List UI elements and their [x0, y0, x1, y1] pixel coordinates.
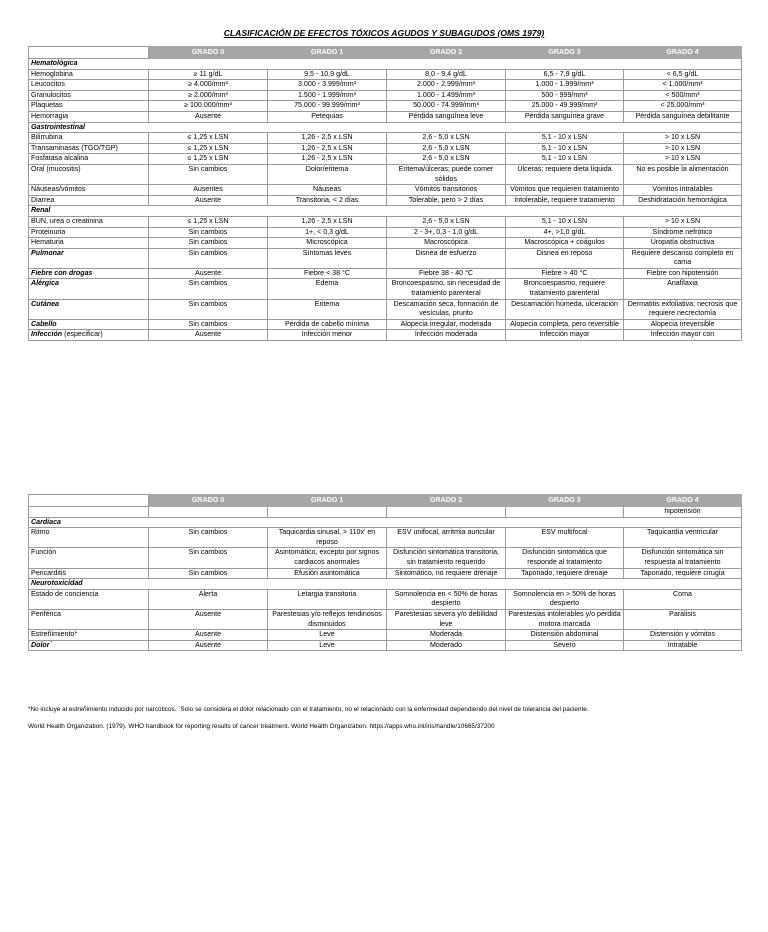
row-label: Oral (mucositis) [29, 164, 149, 184]
grade-2-cell: ESV unifocal, arritmia auricular [387, 528, 506, 548]
grade-4-cell: > 10 x LSN [624, 216, 742, 227]
grade-0-cell: Ausente [149, 268, 268, 279]
grade-3-cell: ESV multifocal [506, 528, 624, 548]
section-row [29, 59, 742, 70]
table-row [29, 143, 742, 154]
grade-3-cell: Broncoespasmo, requiere tratamiento parenteral [506, 279, 624, 299]
grade-4-cell: Intratable [624, 640, 742, 651]
header-grade-4: GRADO 4 [624, 495, 742, 507]
grade-1-cell: Efusión asintomática [268, 568, 387, 579]
grade-0-cell: Sin cambios [149, 568, 268, 579]
row-label: Plaquetas [29, 101, 149, 112]
grade-2-cell: Disfunción sintomática transitoria, sin tratamiento requerido [387, 548, 506, 568]
grade-3-cell: Alopecia completa, pero reversible [506, 319, 624, 330]
grade-2-cell: Descamación seca, formación de vesículas, prurito [387, 299, 506, 319]
grade-3-cell: Taponado, requiere drenaje [506, 568, 624, 579]
table-row [29, 507, 742, 518]
grade-1-cell: Leve [268, 630, 387, 641]
table-row [29, 248, 742, 268]
grade-2-cell [387, 507, 506, 518]
row-label: BUN, urea o creatinina [29, 216, 149, 227]
grade-0-cell: Ausente [149, 609, 268, 629]
grade-0-cell: ≥ 2.000/mm³ [149, 90, 268, 101]
grade-3-cell: Severo [506, 640, 624, 651]
grade-4-cell: > 10 x LSN [624, 143, 742, 154]
header-grade-2: GRADO 2 [387, 47, 506, 59]
header-grade-3: GRADO 3 [506, 495, 624, 507]
row-label [29, 299, 149, 319]
grade-1-cell: 3.000 - 3.999/mm³ [268, 80, 387, 91]
grade-3-cell: 500 - 999/mm³ [506, 90, 624, 101]
grade-2-cell: 2,6 - 5,0 x LSN [387, 216, 506, 227]
grade-4-cell: Síndrome nefrótico [624, 227, 742, 238]
grade-4-cell: Uropatía obstructiva [624, 238, 742, 249]
row-label: Diarrea [29, 195, 149, 206]
row-label: Estreñimiento* [29, 630, 149, 641]
grade-3-cell: Úlceras; requiere dieta líquida [506, 164, 624, 184]
grade-2-cell: Infección moderada [387, 330, 506, 341]
toxicity-table-1 [28, 46, 742, 341]
grade-4-cell: Requiere descanso completo en cama [624, 248, 742, 268]
row-label: Pericarditis [29, 568, 149, 579]
table-row [29, 268, 742, 279]
grade-2-cell: Moderada [387, 630, 506, 641]
table-row [29, 69, 742, 80]
table-row [29, 548, 742, 568]
grade-1-cell: 1,26 - 2,5 x LSN [268, 154, 387, 165]
header-grade-3: GRADO 3 [506, 47, 624, 59]
grade-3-cell: 5,1 - 10 x LSN [506, 154, 624, 165]
row-label: Bilirrubina [29, 133, 149, 144]
row-label-text: Cutánea [31, 299, 59, 308]
grade-1-cell: 1,26 - 2,5 x LSN [268, 216, 387, 227]
row-label-text: Fiebre con drogas [31, 268, 93, 277]
grade-2-cell: Alopecia irregular, moderada [387, 319, 506, 330]
grade-0-cell: ≥ 11 g/dL [149, 69, 268, 80]
grade-0-cell: ≤ 1,25 x LSN [149, 154, 268, 165]
grade-3-cell: Fiebre > 40 °C [506, 268, 624, 279]
grade-1-cell: Letargia transitoria [268, 589, 387, 609]
grade-0-cell: Ausente [149, 330, 268, 341]
section-heading: Renal [29, 206, 742, 217]
header-grade-4: GRADO 4 [624, 47, 742, 59]
grade-0-cell: Sin cambios [149, 299, 268, 319]
footnote: *No incluye al estreñimiento inducido por narcóticos. `Solo se considera el dolor relacionado con el tratamiento, no el relacionado con la enfermedad dependiendo del nivel de tolerancia del paciente. [28, 706, 589, 713]
row-label: Náuseas/vómitos [29, 185, 149, 196]
header-grade-0: GRADO 0 [149, 47, 268, 59]
grade-1-cell: Dolor/eritema [268, 164, 387, 184]
grade-header-row [29, 47, 742, 59]
table-row [29, 630, 742, 641]
row-label [29, 268, 149, 279]
row-label [29, 330, 149, 341]
grade-2-cell: 2,6 - 5,0 x LSN [387, 133, 506, 144]
grade-1-cell: Leve [268, 640, 387, 651]
grade-3-cell: Disfunción sintomática que responde al tratamiento [506, 548, 624, 568]
grade-2-cell: Tolerable, pero > 2 días [387, 195, 506, 206]
grade-1-cell [268, 507, 387, 518]
grade-0-cell: ≤ 1,25 x LSN [149, 216, 268, 227]
grade-4-cell: No es posible la alimentación [624, 164, 742, 184]
grade-1-cell: 1,26 - 2,5 x LSN [268, 133, 387, 144]
table-row [29, 111, 742, 122]
grade-4-cell: hipotensión [624, 507, 742, 518]
grade-header-row [29, 495, 742, 507]
grade-1-cell: 1.500 - 1.999/mm³ [268, 90, 387, 101]
grade-0-cell: Sin cambios [149, 248, 268, 268]
header-blank [29, 47, 149, 59]
grade-2-cell: Vómitos transitorios [387, 185, 506, 196]
table-row [29, 279, 742, 299]
grade-0-cell: Alerta [149, 589, 268, 609]
table-row [29, 227, 742, 238]
grade-2-cell: Pérdida sanguínea leve [387, 111, 506, 122]
toxicity-table-2 [28, 494, 742, 651]
table-row [29, 568, 742, 579]
row-label: Estado de conciencia [29, 589, 149, 609]
grade-1-cell: 1,26 - 2,5 x LSN [268, 143, 387, 154]
row-label: Hematuria [29, 238, 149, 249]
row-label [29, 640, 149, 651]
grade-1-cell: Eritema [268, 299, 387, 319]
grade-0-cell [149, 507, 268, 518]
row-label: Periférica [29, 609, 149, 629]
grade-0-cell: Ausente [149, 630, 268, 641]
grade-0-cell: ≥ 100.000/mm³ [149, 101, 268, 112]
grade-1-cell: Transitoria, < 2 días [268, 195, 387, 206]
table-row [29, 195, 742, 206]
grade-1-cell: Pérdida de cabello mínima [268, 319, 387, 330]
grade-3-cell: 5,1 - 10 x LSN [506, 133, 624, 144]
row-label: Fosfatasa alcalina [29, 154, 149, 165]
header-grade-2: GRADO 2 [387, 495, 506, 507]
row-label: Función [29, 548, 149, 568]
grade-0-cell: Sin cambios [149, 279, 268, 299]
grade-3-cell: 5,1 - 10 x LSN [506, 216, 624, 227]
grade-0-cell: ≤ 1,25 x LSN [149, 133, 268, 144]
grade-4-cell: Dermatitis exfoliativa; necrosis que requiere necrectomía [624, 299, 742, 319]
grade-4-cell: Infección mayor con [624, 330, 742, 341]
header-blank [29, 495, 149, 507]
grade-4-cell: Taquicardia ventricular [624, 528, 742, 548]
grade-4-cell: < 6,5 g/dL [624, 69, 742, 80]
grade-0-cell: Ausente [149, 640, 268, 651]
grade-3-cell: Vómitos que requieren tratamiento [506, 185, 624, 196]
table-row [29, 319, 742, 330]
row-label: Hemoglobina [29, 69, 149, 80]
grade-2-cell: 2 - 3+, 0,3 - 1,0 g/dL [387, 227, 506, 238]
grade-0-cell: Sin cambios [149, 548, 268, 568]
grade-3-cell: 1.000 - 1.999/mm³ [506, 80, 624, 91]
grade-1-cell: Microscópica [268, 238, 387, 249]
grade-2-cell: Disnea de esfuerzo [387, 248, 506, 268]
grade-2-cell: Moderado [387, 640, 506, 651]
grade-1-cell: Síntomas leves [268, 248, 387, 268]
grade-2-cell: Broncoespasmo, sin necesidad de tratamiento parenteral [387, 279, 506, 299]
grade-4-cell: Pérdida sanguínea debilitante [624, 111, 742, 122]
grade-4-cell: < 1.000/mm³ [624, 80, 742, 91]
row-label: Granulocitos [29, 90, 149, 101]
grade-2-cell: Somnolencia en < 50% de horas despierto [387, 589, 506, 609]
grade-2-cell: 50.000 - 74.999/mm³ [387, 101, 506, 112]
table-row [29, 299, 742, 319]
grade-4-cell: > 10 x LSN [624, 154, 742, 165]
grade-4-cell: Disfunción sintomática sin respuesta al tratamiento [624, 548, 742, 568]
grade-4-cell: Alopecia irreversible [624, 319, 742, 330]
document-title: CLASIFICACIÓN DE EFECTOS TÓXICOS AGUDOS Y SUBAGUDOS (OMS 1979) [223, 28, 545, 38]
table-row [29, 330, 742, 341]
table-row [29, 609, 742, 629]
table-row [29, 133, 742, 144]
table-row [29, 640, 742, 651]
grade-1-cell: Asintomático, excepto por signos cardiacos anormales [268, 548, 387, 568]
row-label-text: Pulmonar [31, 248, 64, 257]
grade-4-cell: Distensión y vómitos [624, 630, 742, 641]
grade-1-cell: Edema [268, 279, 387, 299]
grade-1-cell: Taquicardia sinusal, > 110x' en reposo [268, 528, 387, 548]
row-label-suffix: (especificar) [62, 330, 103, 339]
grade-2-cell: 1.000 - 1.499/mm³ [387, 90, 506, 101]
grade-4-cell: < 25.000/mm³ [624, 101, 742, 112]
row-label: Leucocitos [29, 80, 149, 91]
grade-0-cell: Ausente [149, 195, 268, 206]
grade-4-cell: > 10 x LSN [624, 133, 742, 144]
grade-1-cell: 9,5 - 10,9 g/dL [268, 69, 387, 80]
row-label: Hemorragia [29, 111, 149, 122]
grade-3-cell: Infección mayor [506, 330, 624, 341]
grade-3-cell: 25.000 - 49.999/mm³ [506, 101, 624, 112]
grade-4-cell: Anafilaxia [624, 279, 742, 299]
table-row [29, 80, 742, 91]
row-label-text: Dolor` [31, 640, 52, 649]
grade-2-cell: Fiebre 38 - 40 °C [387, 268, 506, 279]
table-row [29, 185, 742, 196]
grade-0-cell: Sin cambios [149, 238, 268, 249]
table-row [29, 216, 742, 227]
grade-1-cell: Parestesias y/o reflejos tendinosos disminuidos [268, 609, 387, 629]
grade-1-cell: Infección menor [268, 330, 387, 341]
grade-0-cell: Sin cambios [149, 227, 268, 238]
row-label [29, 248, 149, 268]
grade-3-cell: Parestesias intolerables y/o pérdida motora marcada [506, 609, 624, 629]
grade-1-cell: Náuseas [268, 185, 387, 196]
table-row [29, 528, 742, 548]
section-heading: Gastrointestinal [29, 122, 742, 133]
section-row [29, 579, 742, 590]
section-row [29, 517, 742, 528]
grade-4-cell: < 500/mm³ [624, 90, 742, 101]
table-row [29, 238, 742, 249]
grade-2-cell: Parestesias severa y/o debilidad leve [387, 609, 506, 629]
grade-3-cell: Distensión abdominal [506, 630, 624, 641]
row-label-text: Alérgica [31, 279, 59, 288]
header-grade-0: GRADO 0 [149, 495, 268, 507]
grade-3-cell [506, 507, 624, 518]
grade-1-cell: Petequias [268, 111, 387, 122]
row-label: Proteinuria [29, 227, 149, 238]
grade-0-cell: Sin cambios [149, 528, 268, 548]
table-row [29, 101, 742, 112]
table-row [29, 154, 742, 165]
grade-0-cell: Ausentes [149, 185, 268, 196]
row-label-text: Cabello [31, 319, 57, 328]
grade-2-cell: Sintomático, no requiere drenaje [387, 568, 506, 579]
header-grade-1: GRADO 1 [268, 495, 387, 507]
section-row [29, 122, 742, 133]
grade-0-cell: ≤ 1,25 x LSN [149, 143, 268, 154]
grade-4-cell: Deshidratación hemorrágica [624, 195, 742, 206]
section-heading: Hematológica [29, 59, 742, 70]
section-heading: Cardiaca [29, 517, 742, 528]
grade-2-cell: 2.000 - 2.999/mm³ [387, 80, 506, 91]
section-heading: Neurotoxicidad [29, 579, 742, 590]
grade-3-cell: Pérdida sanguínea grave [506, 111, 624, 122]
table-row [29, 589, 742, 609]
grade-4-cell: Coma [624, 589, 742, 609]
grade-3-cell: Macroscópica + coágulos [506, 238, 624, 249]
row-label [29, 279, 149, 299]
grade-3-cell: 4+, >1,0 g/dL [506, 227, 624, 238]
grade-2-cell: 2,6 - 5,0 x LSN [387, 143, 506, 154]
grade-1-cell: 1+, < 0,3 g/dL [268, 227, 387, 238]
row-label [29, 507, 149, 518]
table-row [29, 164, 742, 184]
grade-4-cell: Parálisis [624, 609, 742, 629]
row-label: Ritmo [29, 528, 149, 548]
grade-3-cell: Somnolencia en > 50% de horas despierto [506, 589, 624, 609]
table-row [29, 90, 742, 101]
grade-3-cell: Descamación húmeda, ulceración [506, 299, 624, 319]
grade-2-cell: 8,0 - 9,4 g/dL [387, 69, 506, 80]
reference-citation: World Health Organization. (1979). WHO handbook for reporting results of cancer treatment. World Health Organization. https://apps.who.int/iris/handle/10665/37200 [28, 723, 495, 730]
grade-0-cell: Ausente [149, 111, 268, 122]
header-grade-1: GRADO 1 [268, 47, 387, 59]
section-row [29, 206, 742, 217]
row-label [29, 319, 149, 330]
grade-2-cell: Eritema/úlceras; puede comer sólidos [387, 164, 506, 184]
grade-4-cell: Vómitos intratables [624, 185, 742, 196]
row-label-text: Infección [31, 330, 63, 339]
grade-4-cell: Taponado, requiere cirugía [624, 568, 742, 579]
grade-0-cell: Sin cambios [149, 164, 268, 184]
grade-3-cell: Disnea en reposo [506, 248, 624, 268]
grade-0-cell: Sin cambios [149, 319, 268, 330]
grade-2-cell: 2,6 - 5,0 x LSN [387, 154, 506, 165]
grade-0-cell: ≥ 4.000/mm³ [149, 80, 268, 91]
grade-3-cell: 5,1 - 10 x LSN [506, 143, 624, 154]
grade-1-cell: 75.000 - 99.999/mm³ [268, 101, 387, 112]
grade-3-cell: 6,5 - 7,9 g/dL [506, 69, 624, 80]
grade-4-cell: Fiebre con hipotensión [624, 268, 742, 279]
grade-1-cell: Fiebre < 38 °C [268, 268, 387, 279]
row-label: Transaminasas (TGO/TGP) [29, 143, 149, 154]
grade-2-cell: Macroscópica [387, 238, 506, 249]
grade-3-cell: Intolerable, requiere tratamiento [506, 195, 624, 206]
